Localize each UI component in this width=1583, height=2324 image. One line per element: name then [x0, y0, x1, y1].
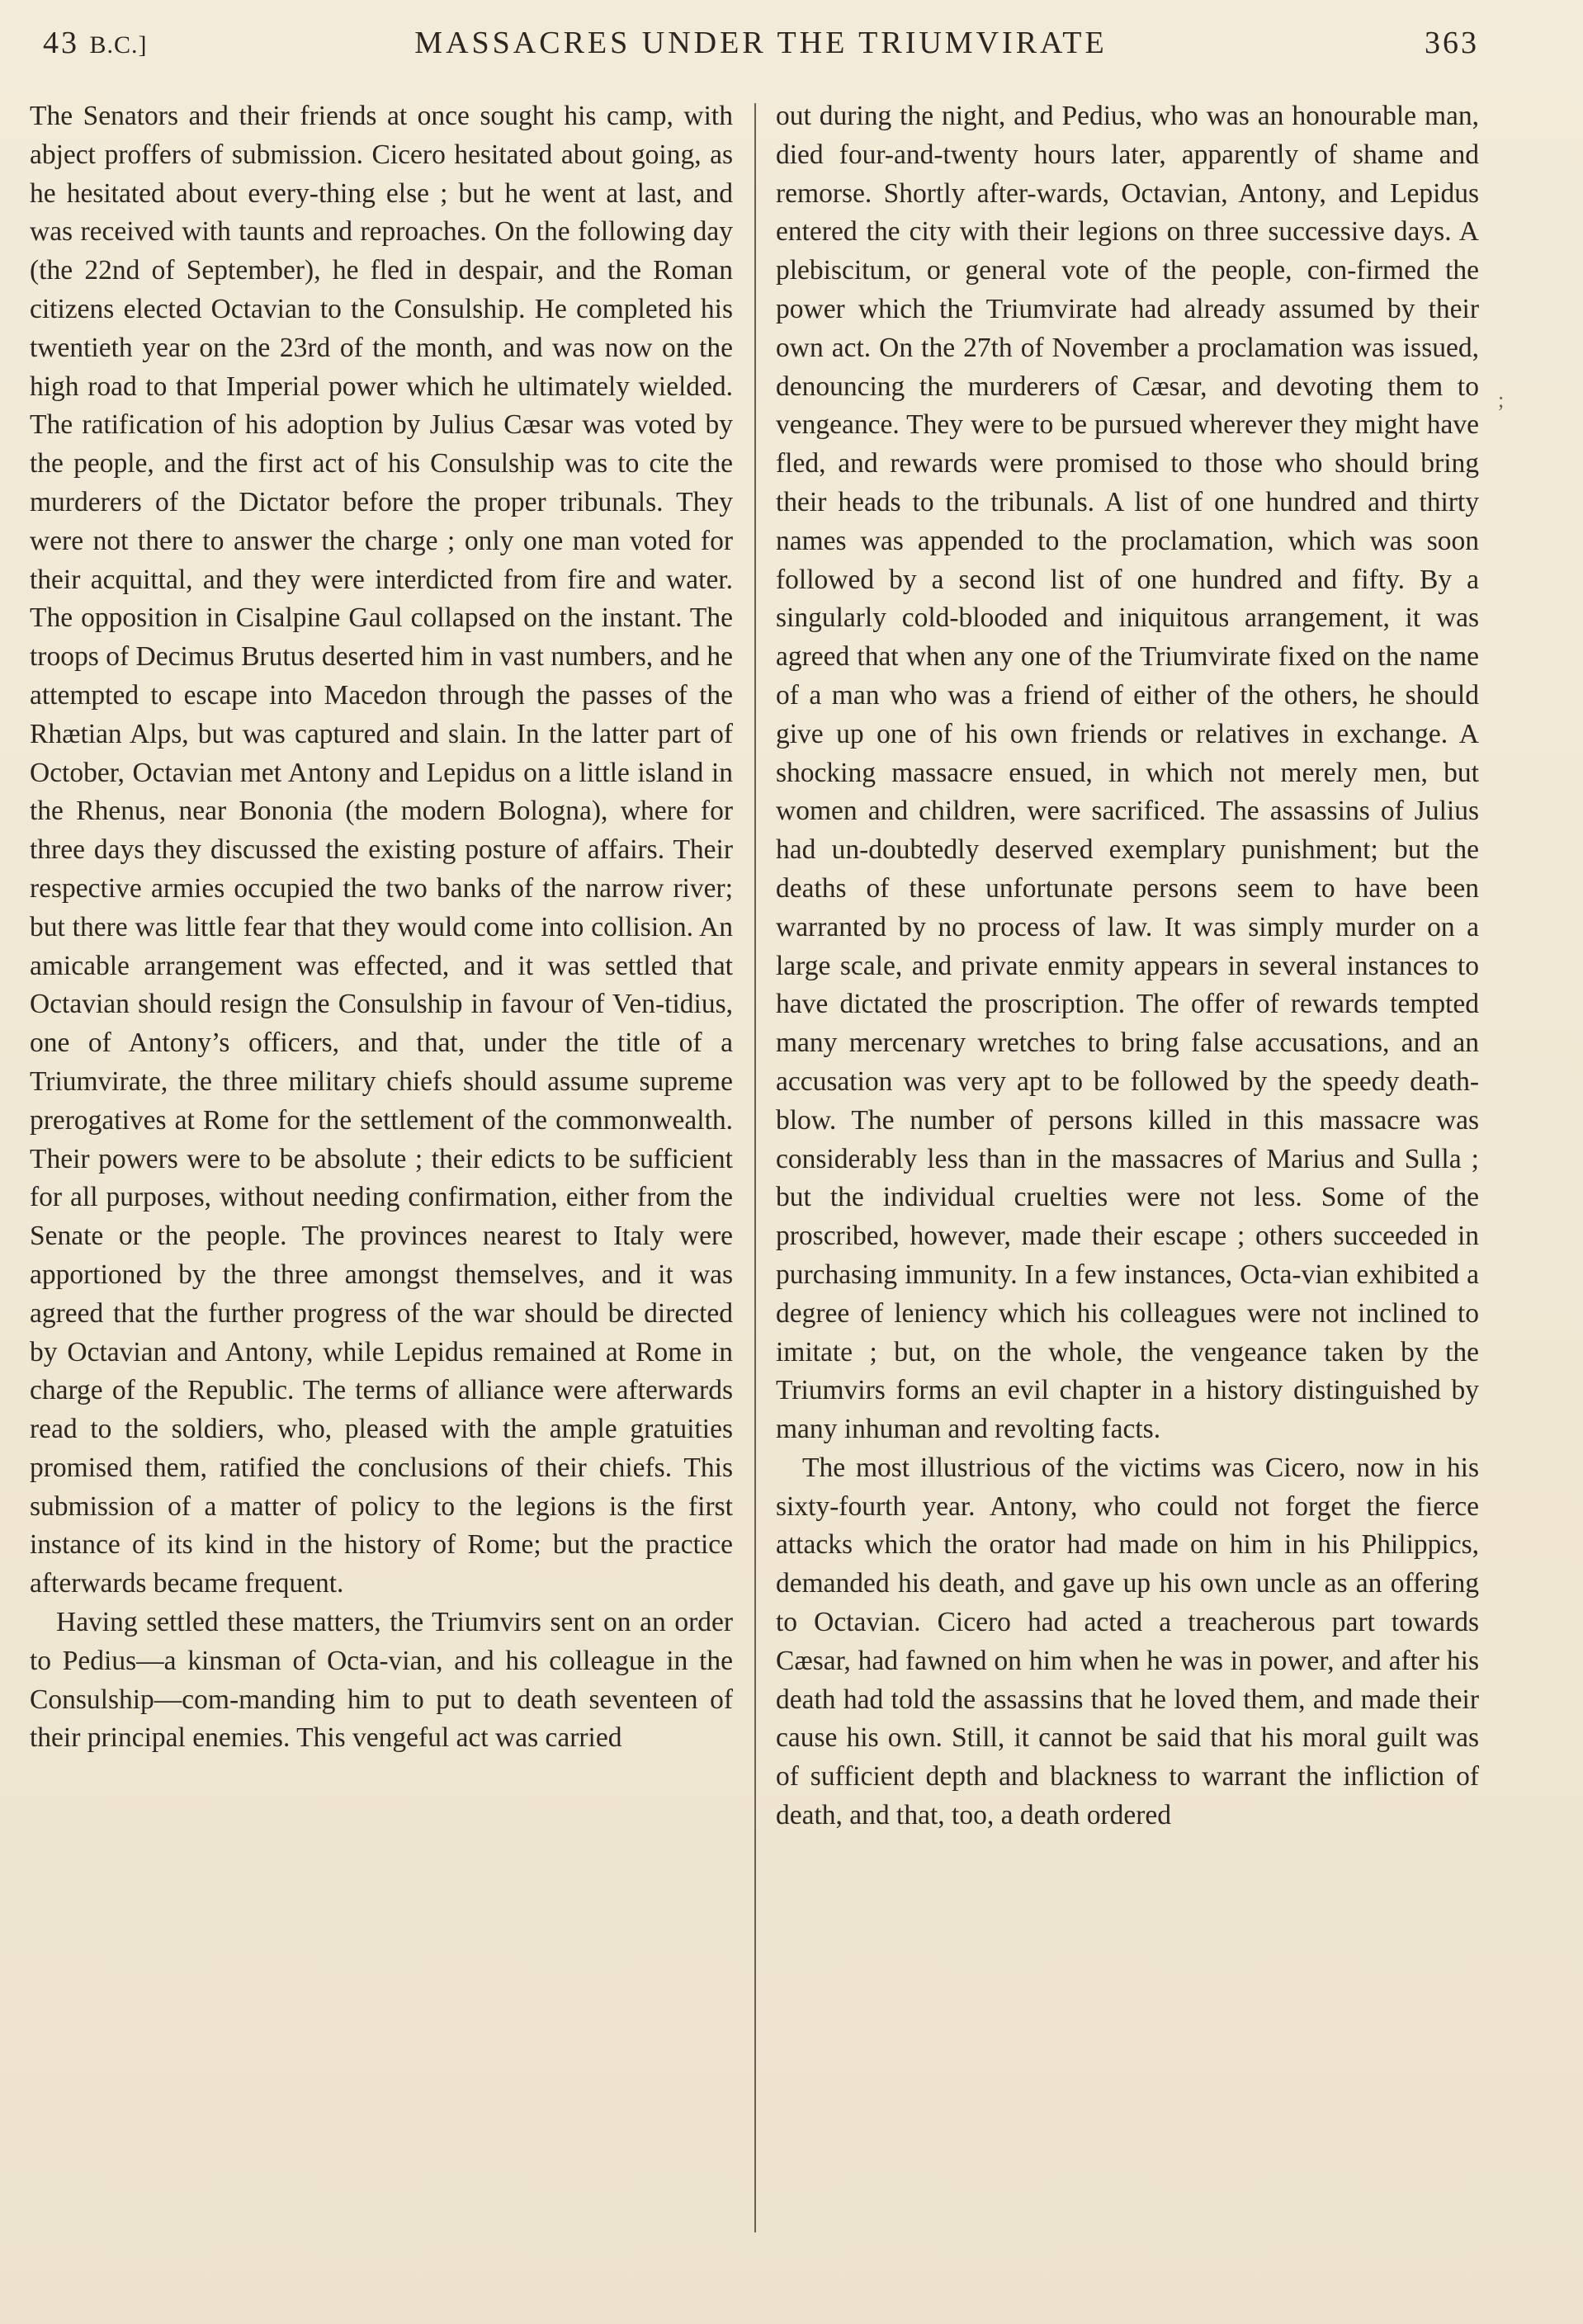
column-divider: [754, 103, 756, 2232]
paragraph-triumvirs-order: Having settled these matters, the Triumvirs sent on an order to Pedius—a kinsman of Octa-vian, and his colleague in the Consulship—com-manding him to put to death seventeen of their principal enemies. This vengeful act was carried: [30, 1607, 733, 1754]
running-head: [43, 25, 1479, 66]
paragraph-cicero: The most illustrious of the victims was Cicero, now in his sixty-fourth year. Antony, who could not forget the fierce attacks which the orator had made on him in his Philippics, demanded his death, and gave up his own uncle as an offering to Octavian. Cicero had acted a treacherous part towards Cæsar, had fawned on him when he was in power, and after his death had told the assassins that he loved them, and made their cause his own. Still, it cannot be said that his moral guilt was of sufficient depth and blackness to warrant the infliction of death, and that, too, a death ordered: [776, 1452, 1479, 1831]
paragraph-senators: The Senators and their friends at once sought his camp, with abject proffers of submission. Cicero hesitated about going, as he hesitated about every-thing else ; but he went at last, and was received with taunts and reproaches. On the following day (the 22nd of September), he fled in despair, and the Roman citizens elected Octavian to the Consulship. He completed his twentieth year on the 23rd of the month, and was now on the high road to that Imperial power which he ultimately wielded. The ratification of his adoption by Julius Cæsar was voted by the people, and the first act of his Consulship was to cite the murderers of the Dictator before the proper tribunals. They were not there to answer the charge ; only one man voted for their acquittal, and they were interdicted from fire and water. The opposition in Cisalpine Gaul collapsed on the instant. The troops of Decimus Brutus deserted him in vast numbers, and he attempted to escape into Macedon through the passes of the Rhætian Alps, but was captured and slain. In the latter part of October, Octavian met Antony and Lepidus on a little island in the Rhenus, near Bononia (the modern Bologna), where for three days they discussed the existing posture of affairs. Their respective armies occupied the two banks of the narrow river; but there was little fear that they would come into collision. An amicable arrangement was effected, and it was settled that Octavian should resign the Consulship in favour of Ven-tidius, one of Antony’s officers, and that, under the title of a Triumvirate, the three military chiefs should assume supreme prerogatives at Rome for the settlement of the commonwealth. Their powers were to be absolute ; their edicts to be sufficient for all purposes, without needing confirmation, either from the Senate or the people. The provinces nearest to Italy were apportioned by the three amongst themselves, and it was agreed that the further progress of the war should be directed by Octavian and Antony, while Lepidus remained at Rome in charge of the Republic. The terms of alliance were afterwards read to the soldiers, who, pleased with the ample gratuities promised them, ratified the conclusions of their chiefs. This submission of a matter of policy to the legions is the first instance of its kind in the history of Rome; but the practice afterwards became frequent.: [30, 101, 733, 1599]
date-year: 43: [43, 26, 79, 60]
right-column: [776, 97, 1479, 2243]
margin-mark: ;: [1498, 388, 1505, 412]
left-column: [30, 97, 733, 2243]
paragraph-proscription: out during the night, and Pedius, who was an honourable man, died four-and-twenty hours later, apparently of shame and remorse. Shortly after-wards, Octavian, Antony, and Lepidus entered the city with their legions on three successive days. A plebiscitum, or general vote of the people, con-firmed the power which the Triumvirate had already assumed by their own act. On the 27th of November a proclamation was issued, denouncing the murderers of Cæsar, and devoting them to vengeance. They were to be pursued wherever they might have fled, and rewards were promised to those who should bring their heads to the tribunals. A list of one hundred and thirty names was appended to the proclamation, which was soon followed by a second list of one hundred and fifty. By a singularly cold-blooded and iniquitous arrangement, it was agreed that when any one of the Triumvirate fixed on the name of a man who was a friend of either of the others, he should give up one of his own friends or relatives in exchange. A shocking massacre ensued, in which not merely men, but women and children, were sacrificed. The assassins of Julius had un-doubtedly deserved exemplary punishment; but the deaths of these unfortunate persons seem to have been warranted by no process of law. It was simply murder on a large scale, and private enmity appears in several instances to have dictated the proscription. The offer of rewards tempted many mercenary wretches to bring false accusations, and an accusation was very apt to be followed by the speedy death-blow. The number of persons killed in this massacre was considerably less than in the massacres of Marius and Sulla ; but the individual cruelties were not less. Some of the proscribed, however, made their escape ; others succeeded in purchasing immunity. In a few instances, Octa-vian exhibited a degree of leniency which his colleagues were not inclined to imitate ; but, on the whole, the vengeance taken by the Triumvirs forms an evil chapter in a history distinguished by many inhuman and revolting facts.: [776, 101, 1479, 1445]
running-head-title: MASSACRES UNDER THE TRIUMVIRATE: [414, 26, 1108, 60]
date-era: B.C.]: [89, 31, 148, 59]
page-number: 363: [1425, 26, 1479, 60]
